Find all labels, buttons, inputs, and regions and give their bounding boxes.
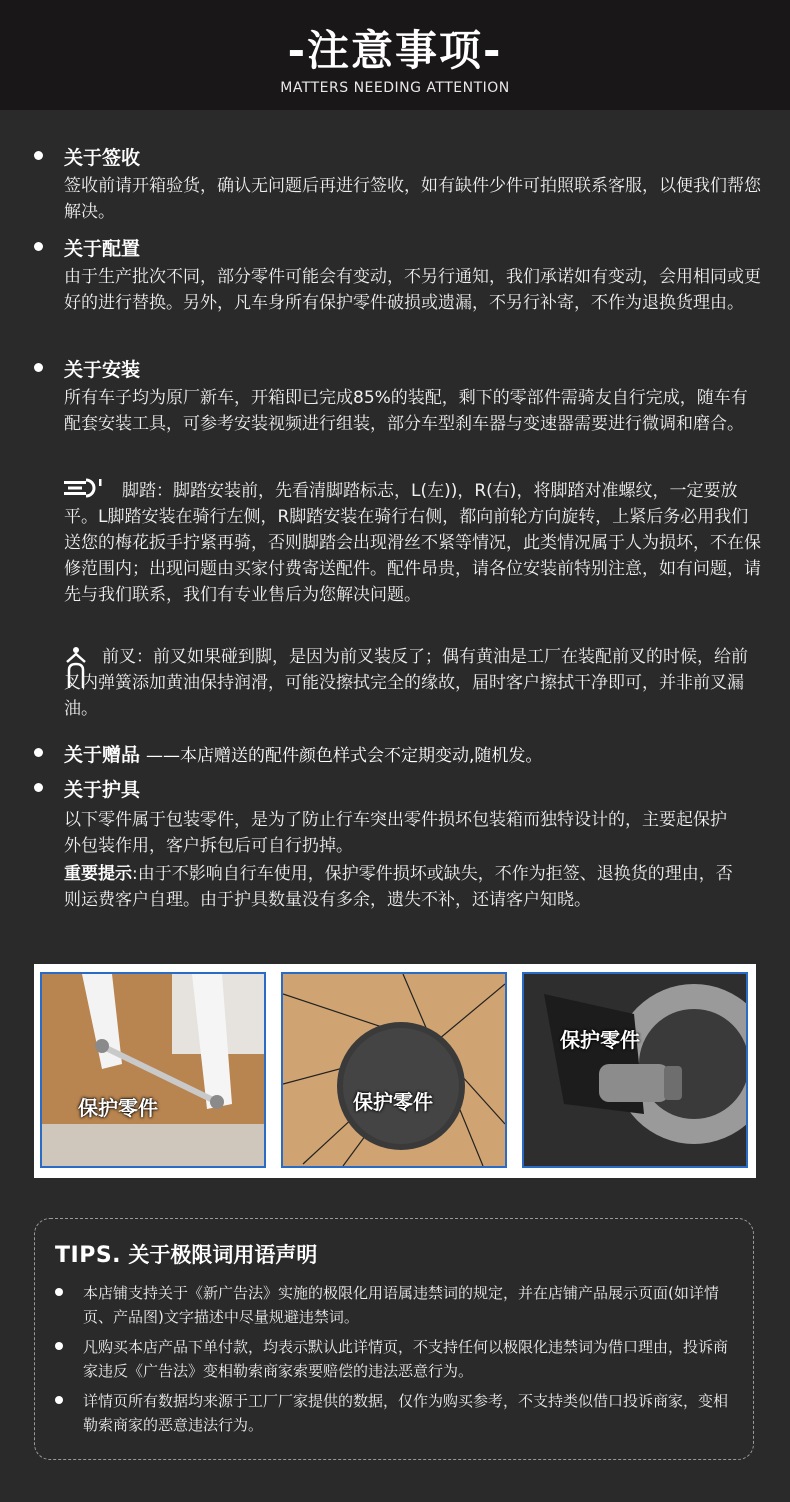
photo-label: 保护零件 [353, 1090, 433, 1114]
section-text: 签收前请开箱验货，确认无问题后再进行签收，如有缺件少件可拍照联系客服，以便我们帮您解决。 [64, 176, 761, 222]
page-title: -注意事项- [287, 26, 503, 75]
bullet-icon [55, 1342, 63, 1350]
tips-heading: 关于极限词用语声明 [128, 1243, 318, 1267]
important-label: 重要提示 [64, 864, 132, 884]
section-text: 所有车子均为原厂新车，开箱即已完成85%的装配，剩下的零部件需骑友自行完成，随车有配套安装工具，可参考安装视频进行组装，部分车型刹车器与变速器需要进行微调和磨合。 [64, 388, 748, 434]
page-header [0, 0, 790, 110]
protective-parts-photos [34, 964, 756, 1178]
section-title: 关于签收 [64, 147, 141, 169]
protect-important [64, 861, 734, 913]
bullet-icon [34, 151, 43, 160]
page-subtitle: MATTERS NEEDING ATTENTION [280, 80, 510, 96]
bullet-icon [34, 748, 43, 757]
tip-text: 本店铺支持关于《新广告法》实施的极限化用语属违禁词的规定，并在店铺产品展示页面(如详情页、产品图)文字描述中尽量规避违禁词。 [83, 1284, 719, 1326]
section-title: 关于护具 [64, 779, 141, 801]
tips-box [34, 1218, 754, 1460]
bullet-icon [34, 783, 43, 792]
section-title: 关于配置 [64, 238, 141, 260]
tip-text: 凡购买本店产品下单付款，均表示默认此详情页，不支持任何以极限化违禁词为借口理由，投诉商家违反《广告法》变相勒索商家索要赔偿的违法恶意行为。 [83, 1338, 729, 1380]
photo-fork-axle-guard [40, 972, 266, 1168]
fork-text: 前叉：前叉如果碰到脚，是因为前叉装反了；偶有黄油是工厂在装配前叉的时候，给前叉内弹簧添加黄油保持润滑，可能没擦拭完全的缘故，届时客户擦拭干净即可，并非前叉漏油。 [64, 647, 748, 719]
bullet-icon [55, 1288, 63, 1296]
section-gift [34, 740, 764, 770]
gift-note: ——本店赠送的配件颜色样式会不定期变动,随机发。 [146, 746, 543, 766]
tips-word: TIPS. [55, 1243, 122, 1268]
section-install [34, 355, 764, 465]
section-receipt [34, 143, 764, 223]
section-title [64, 740, 542, 767]
tip-text: 详情页所有数据均来源于工厂厂家提供的数据，仅作为购买参考，不支持类似借口投诉商家，变相勒索商家的恶意违法行为。 [83, 1392, 729, 1434]
section-fork [34, 644, 764, 724]
photo-label: 保护零件 [560, 1028, 640, 1052]
bullet-icon [34, 242, 43, 251]
section-pedal [34, 478, 764, 628]
section-config [34, 234, 764, 344]
protect-text: 以下零件属于包装零件，是为了防止行车突出零件损坏包装箱而独特设计的，主要起保护外包装作用，客户拆包后可自行扔掉。 [64, 810, 727, 856]
section-text: 由于生产批次不同，部分零件可能会有变动，不另行通知，我们承诺如有变动，会用相同或更好的进行替换。另外，凡车身所有保护零件破损或遗漏，不另行补寄，不作为退换货理由。 [64, 267, 761, 313]
section-protect [34, 775, 764, 945]
section-title: 关于安装 [64, 359, 141, 381]
photo-rear-axle-guard [522, 972, 748, 1168]
pedal-text: 脚踏：脚踏安装前，先看清脚踏标志，L(左))，R(右)，将脚踏对准螺纹，一定要放平。L脚踏安装在骑行左侧，R脚踏安装在骑行右侧，都向前轮方向旋转，上紧后务必用我们送您的梅花扳手拧紧再骑，否则脚踏会出现滑丝不紧等情况，此类情况属于人为损坏，不在保修范围内；出现问题由买家付费寄送配件。配件昂贵，请各位安装前特别注意，如有问题，请先与我们联系，我们有专业售后为您解决问题。 [64, 481, 761, 605]
bullet-icon [34, 363, 43, 372]
photo-hub-disc-guard [281, 972, 507, 1168]
photo-label: 保护零件 [78, 1096, 158, 1120]
important-text: :由于不影响自行车使用，保护零件损坏或缺失，不作为拒签、退换货的理由，否则运费客户自理。由于护具数量没有多余，遗失不补，还请客户知晓。 [64, 864, 733, 910]
tips-title [55, 1239, 317, 1269]
gift-title: 关于赠品 [64, 744, 141, 766]
bullet-icon [55, 1396, 63, 1404]
